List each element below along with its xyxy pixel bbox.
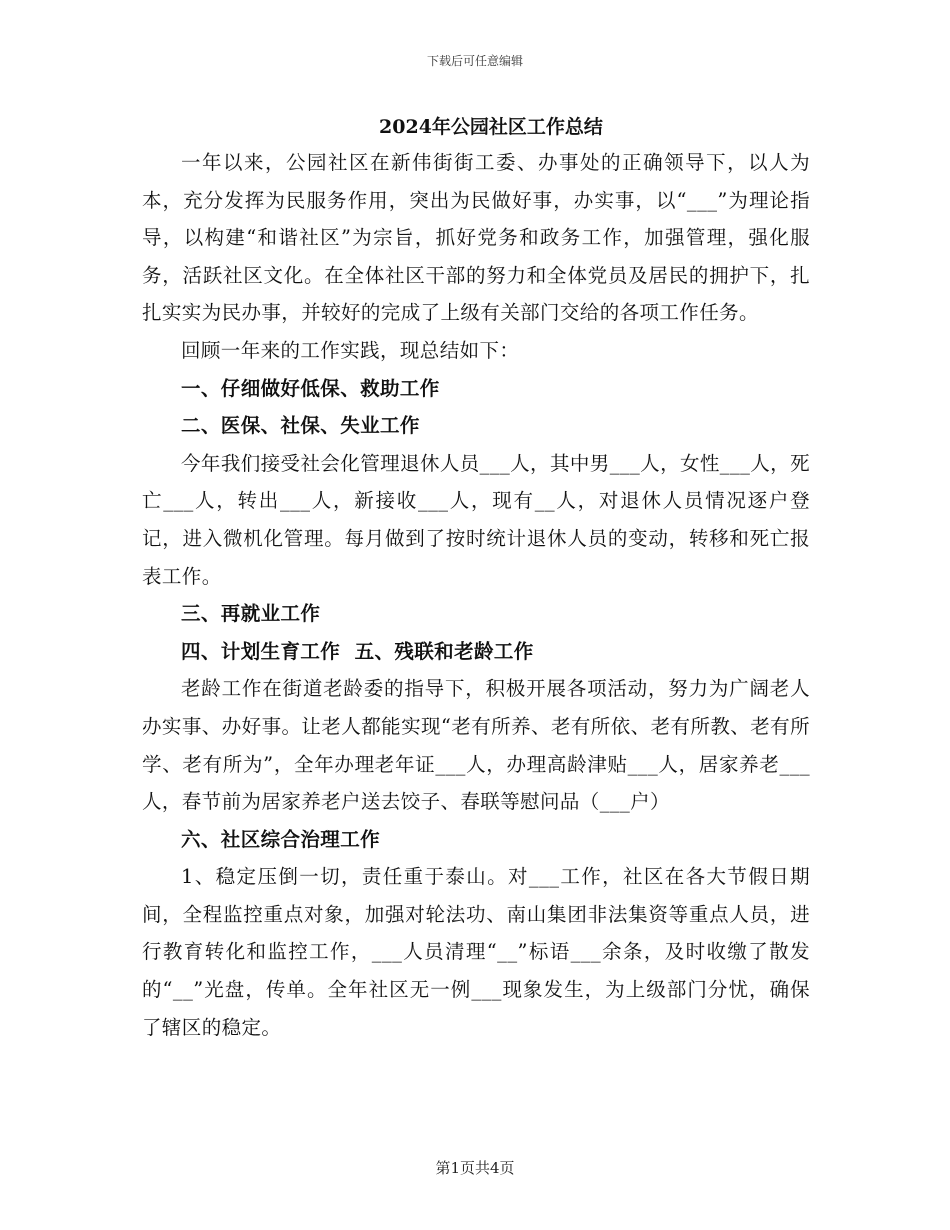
elderly-paragraph: 老龄工作在街道老龄委的指导下，积极开展各项活动，努力为广阔老人办实事、办好事。让老人都能实现“老有所养、老有所依、老有所教、老有所学、老有所为”，全年办理老年证___人，办理高龄津贴___人，居家养老___人，春节前为居家养老户送去饺子、春联等慰问品（___户） xyxy=(142,677,810,814)
review-paragraph: 回顾一年来的工作实践，现总结如下： xyxy=(181,338,520,362)
section-heading-1: 一、仔细做好低保、救助工作 xyxy=(181,376,440,400)
page-header-note: 下载后可任意编辑 xyxy=(426,54,523,68)
document-body xyxy=(142,110,810,1046)
section-heading-6: 六、社区综合治理工作 xyxy=(181,827,381,851)
stability-paragraph: 1、稳定压倒一切，责任重于泰山。对___工作，社区在各大节假日期间，全程监控重点对象，加强对轮法功、南山集团非法集资等重点人员，进行教育转化和监控工作，___人员清理“__”标语___余条，及时收缴了散发的“__”光盘，传单。全年社区无一例___现象发生，为上级部门分忧，确保了辖区的稳定。 xyxy=(142,865,810,1039)
retiree-paragraph: 今年我们接受社会化管理退休人员___人，其中男___人，女性___人，死亡___人，转出___人，新接收___人，现有__人，对退休人员情况逐户登记，进入微机化管理。每月做到了按时统计退休人员的变动，转移和死亡报表工作。 xyxy=(142,451,810,588)
section-heading-4-5: 四、计划生育工作 五、残联和老龄工作 xyxy=(181,639,534,663)
section-heading-3: 三、再就业工作 xyxy=(181,602,321,626)
document-title: 2024年公园社区工作总结 xyxy=(379,116,603,138)
intro-paragraph: 一年以来，公园社区在新伟街街工委、办事处的正确领导下，以人为本，充分发挥为民服务作用，突出为民做好事，办实事，以“___”为理论指导，以构建“和谐社区”为宗旨，抓好党务和政务工作，加强管理，强化服务，活跃社区文化。在全体社区干部的努力和全体党员及居民的拥护下，扎扎实实为民办事，并较好的完成了上级有关部门交给的各项工作任务。 xyxy=(142,151,810,325)
page-footer-number: 第1页共4页 xyxy=(435,1159,515,1177)
section-heading-2: 二、医保、社保、失业工作 xyxy=(181,414,420,438)
